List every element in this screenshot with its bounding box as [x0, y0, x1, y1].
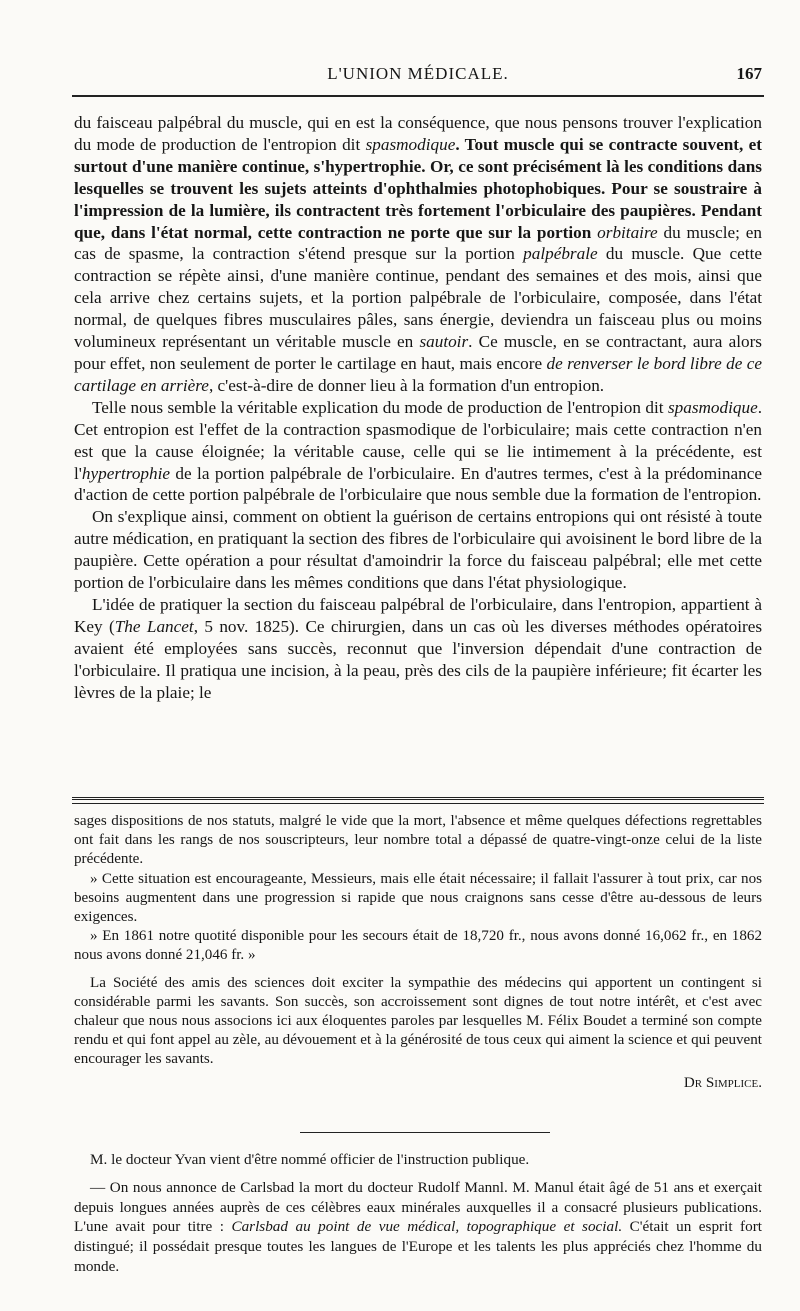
news-item-2: — On nous annonce de Carlsbad la mort du docteur Rudolf Mannl. M. Manul était âgé de 51 ans et exerçait depuis longues années auprès de ces célèbres eaux minérales auxquelles il a consacré plusieurs publications. L'une avait pour titre : Carlsbad au point de vue médical, topographique et social. C'était un esprit fort distingué; il possédait presque toutes les langues de l'Europe et les talents les plus appréciés chez l'homme du monde.: [74, 1178, 762, 1275]
short-rule: [300, 1132, 550, 1133]
page-number: 167: [736, 64, 762, 83]
journal-title: L'UNION MÉDICALE.: [327, 64, 509, 83]
note-paragraph-4: La Société des amis des sciences doit exciter la sympathie des médecins qui apportent un contingent si considérable parmi les savants. Son succès, son accroissement sont dignes de tout notre intérêt, et c'est avec chaleur que nous nous associons ici aux éloquentes paroles par lesquelles M. Félix Boudet a terminé son compte rendu et qui font appel au zèle, au dévouement et à la générosité de tous ceux qui aiment la science et qui peuvent encourager les savants.: [74, 974, 762, 1068]
section-rule: [72, 797, 764, 804]
paragraph-4: L'idée de pratiquer la section du faisceau palpébral de l'orbiculaire, dans l'entropion, appartient à Key (The Lancet, 5 nov. 1825). Ce chirurgien, dans un cas où les diverses méthodes opératoires avaient été employées sans succès, reconnut que l'inversion dépendait d'une contraction de l'orbiculaire. Il pratiqua une incision, à la peau, près des cils de la paupière inférieure; fit écarter les lèvres de la plaie; le: [74, 594, 763, 702]
note-paragraph-3: » En 1861 notre quotité disponible pour les secours était de 18,720 fr., nous avons donné 16,062 fr., en 1862 nous avons donné 21,046 fr. »: [74, 928, 762, 964]
paragraph-3: On s'explique ainsi, comment on obtient la guérison de certains entropions qui ont résisté à toute autre médication, en pratiquant la section des fibres de l'orbiculaire qui avoisinent le bord libre de la paupière. Cette opération a pour résultat d'amoindrir la force du faisceau palpébral; elle met cette portion de l'orbiculaire dans les mêmes conditions que dans l'état physiologique.: [74, 507, 762, 593]
news-item-1: M. le docteur Yvan vient d'être nommé officier de l'instruction publique.: [90, 1151, 530, 1168]
note-paragraph-1: sages dispositions de nos statuts, malgré le vide que la mort, l'absence et même quelques défections regrettables ont fait dans les rangs de nos souscripteurs, leur nombre total a dépassé de quatre-vingt-onze celui de la liste précédente.: [74, 813, 762, 868]
signature: Dr Simplice.: [683, 1074, 762, 1091]
header-rule: [72, 95, 764, 97]
paragraph-2: Telle nous semble la véritable explication du mode de production de l'entropion dit spasmodique. Cet entropion est l'effet de la contraction spasmodique de l'orbiculaire; mais cette contraction n'en est que la cause éloignée; la véritable cause, celle qui se lie intimement à la précédente, est l'hypertrophie de la portion palpébrale de l'orbiculaire. En d'autres termes, c'est à la prédominance d'action de cette portion palpébrale de l'orbiculaire que nous semble due la formation de l'entropion.: [74, 397, 762, 505]
running-header: [72, 62, 764, 88]
news-items: [74, 1150, 762, 1277]
main-article: [74, 112, 762, 703]
feuilleton-note: [74, 812, 762, 1093]
note-paragraph-2: » Cette situation est encourageante, Messieurs, mais elle était nécessaire; il fallait l'assurer à tout prix, car nos besoins augmentent dans une progression si rapide que nous craignons sans cesse d'être au-dessous de leurs exigences.: [74, 870, 762, 926]
paragraph-1: du faisceau palpébral du muscle, qui en est la conséquence, que nous pensons trouver l'explication du mode de production de l'entropion dit spasmodique. Tout muscle qui se contracte souvent, et surtout d'une manière continue, s'hypertrophie. Or, ce sont précisément là les conditions dans lesquelles se trouvent les sujets atteints d'ophthalmies photophobiques. Pour se soustraire à l'impression de la lumière, ils contractent très fortement l'orbiculaire des paupières. Pendant que, dans l'état normal, cette contraction ne porte que sur la portion orbitaire du muscle; en cas de spasme, la contraction s'étend presque sur la portion palpébrale du muscle. Que cette contraction se répète ainsi, d'une manière continue, pendant des semaines et des mois, ainsi que cela arrive chez certains sujets, et la portion palpébrale de l'orbiculaire, composée, dans l'état normal, de quelques fibres musculaires pâles, sans énergie, deviendra un faisceau plus ou moins volumineux représentant un véritable muscle en sautoir. Ce muscle, en se contractant, aura alors pour effet, non seulement de porter le cartilage en haut, mais encore de renverser le bord libre de ce cartilage en arrière, c'est-à-dire de donner lieu à la formation d'un entropion.: [74, 113, 763, 395]
